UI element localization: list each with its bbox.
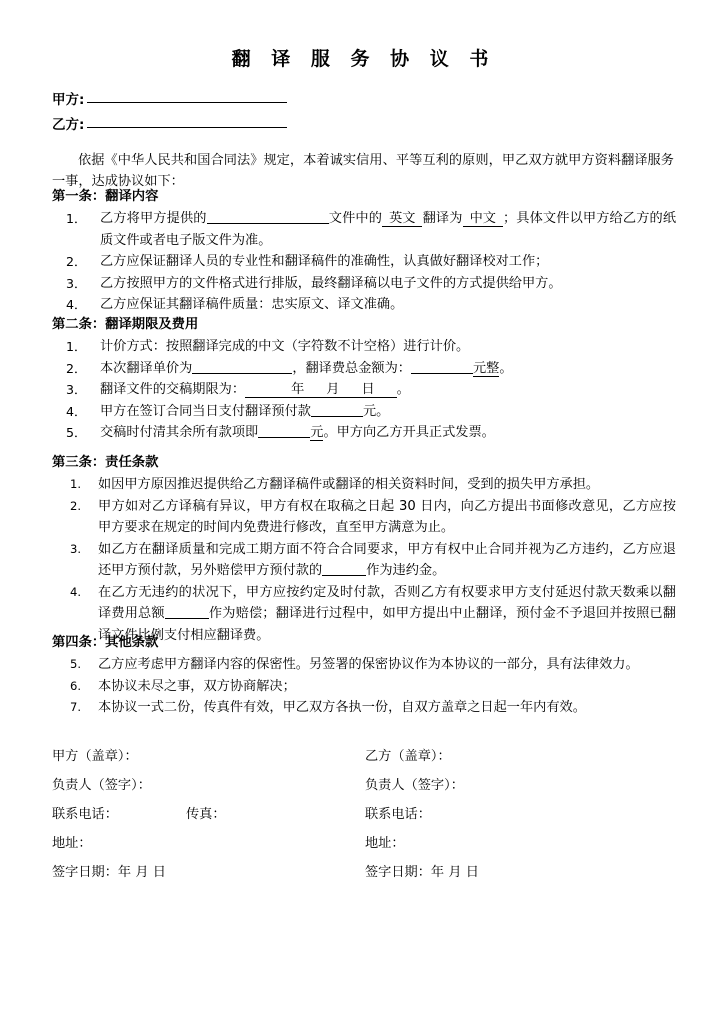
clause-text: 乙方按照甲方的文件格式进行排版，最终翻译稿以电子文件的方式提供给甲方。 xyxy=(100,275,562,291)
clause-item xyxy=(52,336,676,358)
clause-text-lead: 甲方在签订合同当日支付翻译预付款 xyxy=(100,403,311,419)
clause-number: 3. xyxy=(70,541,82,556)
clause-item xyxy=(52,697,676,719)
currency-unit-label: 元 xyxy=(310,425,324,440)
date-month-label: 月 xyxy=(326,382,340,397)
clause-item xyxy=(52,251,676,273)
clause-text-lead: 乙方将甲方提供的 xyxy=(100,211,207,226)
clause-text-lead: 如乙方在翻译质量和完成工期方面不符合合同要求，甲方有权中止合同并视为乙方违约，乙方应退还甲方预付款，另外赔偿甲方预付款的 xyxy=(98,541,676,578)
clause-item xyxy=(52,539,676,582)
clause-text-mid: ，翻译费总金额为： xyxy=(292,360,411,376)
currency-unit-label: 元整 xyxy=(473,360,500,376)
clause-number: 2. xyxy=(70,498,82,513)
clause-item xyxy=(52,379,676,401)
clause-list xyxy=(52,336,676,444)
clause-number: 1． xyxy=(66,339,87,354)
clause-number: 3． xyxy=(66,382,87,397)
clause-item xyxy=(52,676,676,698)
section-title: 第二条：翻译期限及费用 xyxy=(52,317,199,332)
clause-item xyxy=(52,654,676,676)
clause-text-tail: 。 xyxy=(396,382,410,397)
party-a-representative-label[interactable]: 负责人（签字）： xyxy=(52,778,151,793)
party-header-block xyxy=(52,88,672,138)
date-day-label: 日 xyxy=(361,382,375,397)
clause-number: 3． xyxy=(66,275,87,291)
clause-number: 7. xyxy=(70,700,82,714)
clause-text-tail: 元。 xyxy=(363,403,390,419)
date-year-label: 年 xyxy=(291,382,305,397)
party-b-representative-label[interactable]: 负责人（签字）： xyxy=(365,778,464,793)
signature-row-address xyxy=(52,829,676,858)
clause-list xyxy=(52,654,676,719)
clause-item xyxy=(52,474,676,496)
source-language-value[interactable]: 英文 xyxy=(382,211,422,227)
party-a-address-label[interactable]: 地址： xyxy=(52,836,92,851)
prepayment-amount-blank[interactable] xyxy=(311,403,363,417)
clause-number: 4． xyxy=(66,297,87,312)
balance-amount-blank[interactable] xyxy=(258,424,310,438)
clause-text-lead: 翻译文件的交稿期限为： xyxy=(100,382,246,397)
clause-list xyxy=(52,474,676,646)
clause-item xyxy=(52,422,676,444)
section-translation-content xyxy=(52,186,676,316)
penalty-rate-blank[interactable] xyxy=(322,562,366,576)
clause-text-tail: 。 xyxy=(499,360,513,376)
party-a-blank[interactable] xyxy=(87,89,287,103)
clause-text-tail: 作为违约金。 xyxy=(366,563,446,578)
compensation-rate-blank[interactable] xyxy=(165,605,209,619)
target-language-value[interactable]: 中文 xyxy=(463,211,503,227)
clause-text-mid1: 文件中的 xyxy=(328,211,383,226)
party-a-fax-label[interactable]: 传真： xyxy=(186,807,226,822)
party-b-address-label[interactable]: 地址： xyxy=(365,836,405,851)
party-a-phone-label[interactable]: 联系电话： xyxy=(52,807,118,822)
party-b-blank[interactable] xyxy=(87,114,287,128)
document-name-blank[interactable] xyxy=(207,210,329,224)
clause-number: 1． xyxy=(66,211,87,226)
clause-item xyxy=(52,294,676,316)
signature-row-date xyxy=(52,858,676,887)
party-b-label: 乙方: xyxy=(52,117,85,133)
clause-text-tail: 。甲方向乙方开具正式发票。 xyxy=(323,425,495,440)
section-title: 第四条：其他条款 xyxy=(52,635,159,650)
total-fee-blank[interactable] xyxy=(411,360,473,374)
clause-number: 4． xyxy=(66,403,87,419)
clause-text: 乙方应考虑甲方翻译内容的保密性。另签署的保密协议作为本协议的一部分，具有法律效力。 xyxy=(98,657,639,672)
page-title: 翻 译 服 务 协 议 书 xyxy=(231,48,496,70)
clause-text: 乙方应保证其翻译稿件质量：忠实原文、译文准确。 xyxy=(100,297,404,312)
party-a-sign-date-label[interactable]: 签字日期：年 月 日 xyxy=(52,865,166,880)
clause-item xyxy=(52,273,676,295)
party-b-seal-label[interactable]: 乙方（盖章）： xyxy=(365,749,451,764)
clause-text-tail: 作为赔偿；翻译进行过程中，如甲方提出中止翻译，预付金不予退回并按照已翻译文件比例支付相应翻译费。 xyxy=(98,606,676,643)
clause-text: 本协议未尽之事，双方协商解决； xyxy=(98,678,296,694)
section-other-clauses xyxy=(52,632,676,719)
clause-item xyxy=(52,208,676,251)
clause-number: 5. xyxy=(70,657,82,671)
party-b-sign-date-label[interactable]: 签字日期：年 月 日 xyxy=(365,865,479,880)
party-b-phone-label[interactable]: 联系电话： xyxy=(365,807,431,822)
clause-text-lead: 本次翻译单价为 xyxy=(100,360,193,376)
clause-number: 5． xyxy=(66,425,87,440)
clause-item xyxy=(52,401,676,423)
clause-text: 乙方应保证翻译人员的专业性和翻译稿件的准确性，认真做好翻译校对工作； xyxy=(100,254,549,269)
clause-text: 计价方式：按照翻译完成的中文（字符数不计空格）进行计价。 xyxy=(100,339,470,354)
signature-row-representative xyxy=(52,771,676,800)
clause-item xyxy=(52,496,676,539)
clause-text: 本协议一式二份，传真件有效，甲乙双方各执一份，自双方盖章之日起一年内有效。 xyxy=(98,700,586,715)
clause-text: 如因甲方原因推迟提供给乙方翻译稿件或翻译的相关资料时间，受到的损失甲方承担。 xyxy=(98,477,600,492)
clause-text-tail: ；具体文件以甲方给乙方的纸质文件或者电子版文件为准。 xyxy=(100,211,677,248)
clause-text-mid2: 翻译为 xyxy=(422,211,463,226)
clause-list xyxy=(52,208,676,316)
clause-number: 1. xyxy=(70,477,82,491)
party-a-seal-label[interactable]: 甲方（盖章）： xyxy=(52,749,138,764)
clause-text: 甲方如对乙方译稿有异议，甲方有权在取稿之日起 30 日内，向乙方提出书面修改意见，乙方应按甲方要求在规定的时间内免费进行修改，直至甲方满意为止。 xyxy=(98,498,676,535)
unit-price-blank[interactable] xyxy=(192,360,292,374)
section-title: 第一条：翻译内容 xyxy=(52,189,159,204)
section-title: 第三条：责任条款 xyxy=(52,455,159,470)
signature-row-seal xyxy=(52,742,676,771)
party-b-row xyxy=(52,113,672,138)
clause-number: 4. xyxy=(70,584,82,599)
clause-text-lead: 交稿时付清其余所有款项即 xyxy=(100,425,259,440)
clause-number: 2． xyxy=(66,254,87,269)
party-a-row xyxy=(52,88,672,113)
clause-number: 6. xyxy=(70,678,82,693)
section-deadline-and-fees xyxy=(52,314,676,444)
signature-block xyxy=(52,742,676,887)
signature-row-phone xyxy=(52,800,676,829)
clause-number: 2． xyxy=(66,360,87,376)
preamble-paragraph: 依据《中华人民共和国合同法》规定，本着诚实信用、平等互利的原则，甲乙双方就甲方资料翻译服务一事，达成协议如下： xyxy=(52,153,674,189)
delivery-date-blank[interactable] xyxy=(245,382,397,398)
clause-item xyxy=(52,358,676,380)
clause-text-lead: 在乙方无违约的状况下，甲方应按约定及时付款，否则乙方有权要求甲方支付延迟付款天数乘以翻译费用总额 xyxy=(98,584,676,621)
section-liability-clauses xyxy=(52,452,676,646)
party-a-label: 甲方: xyxy=(52,92,85,108)
